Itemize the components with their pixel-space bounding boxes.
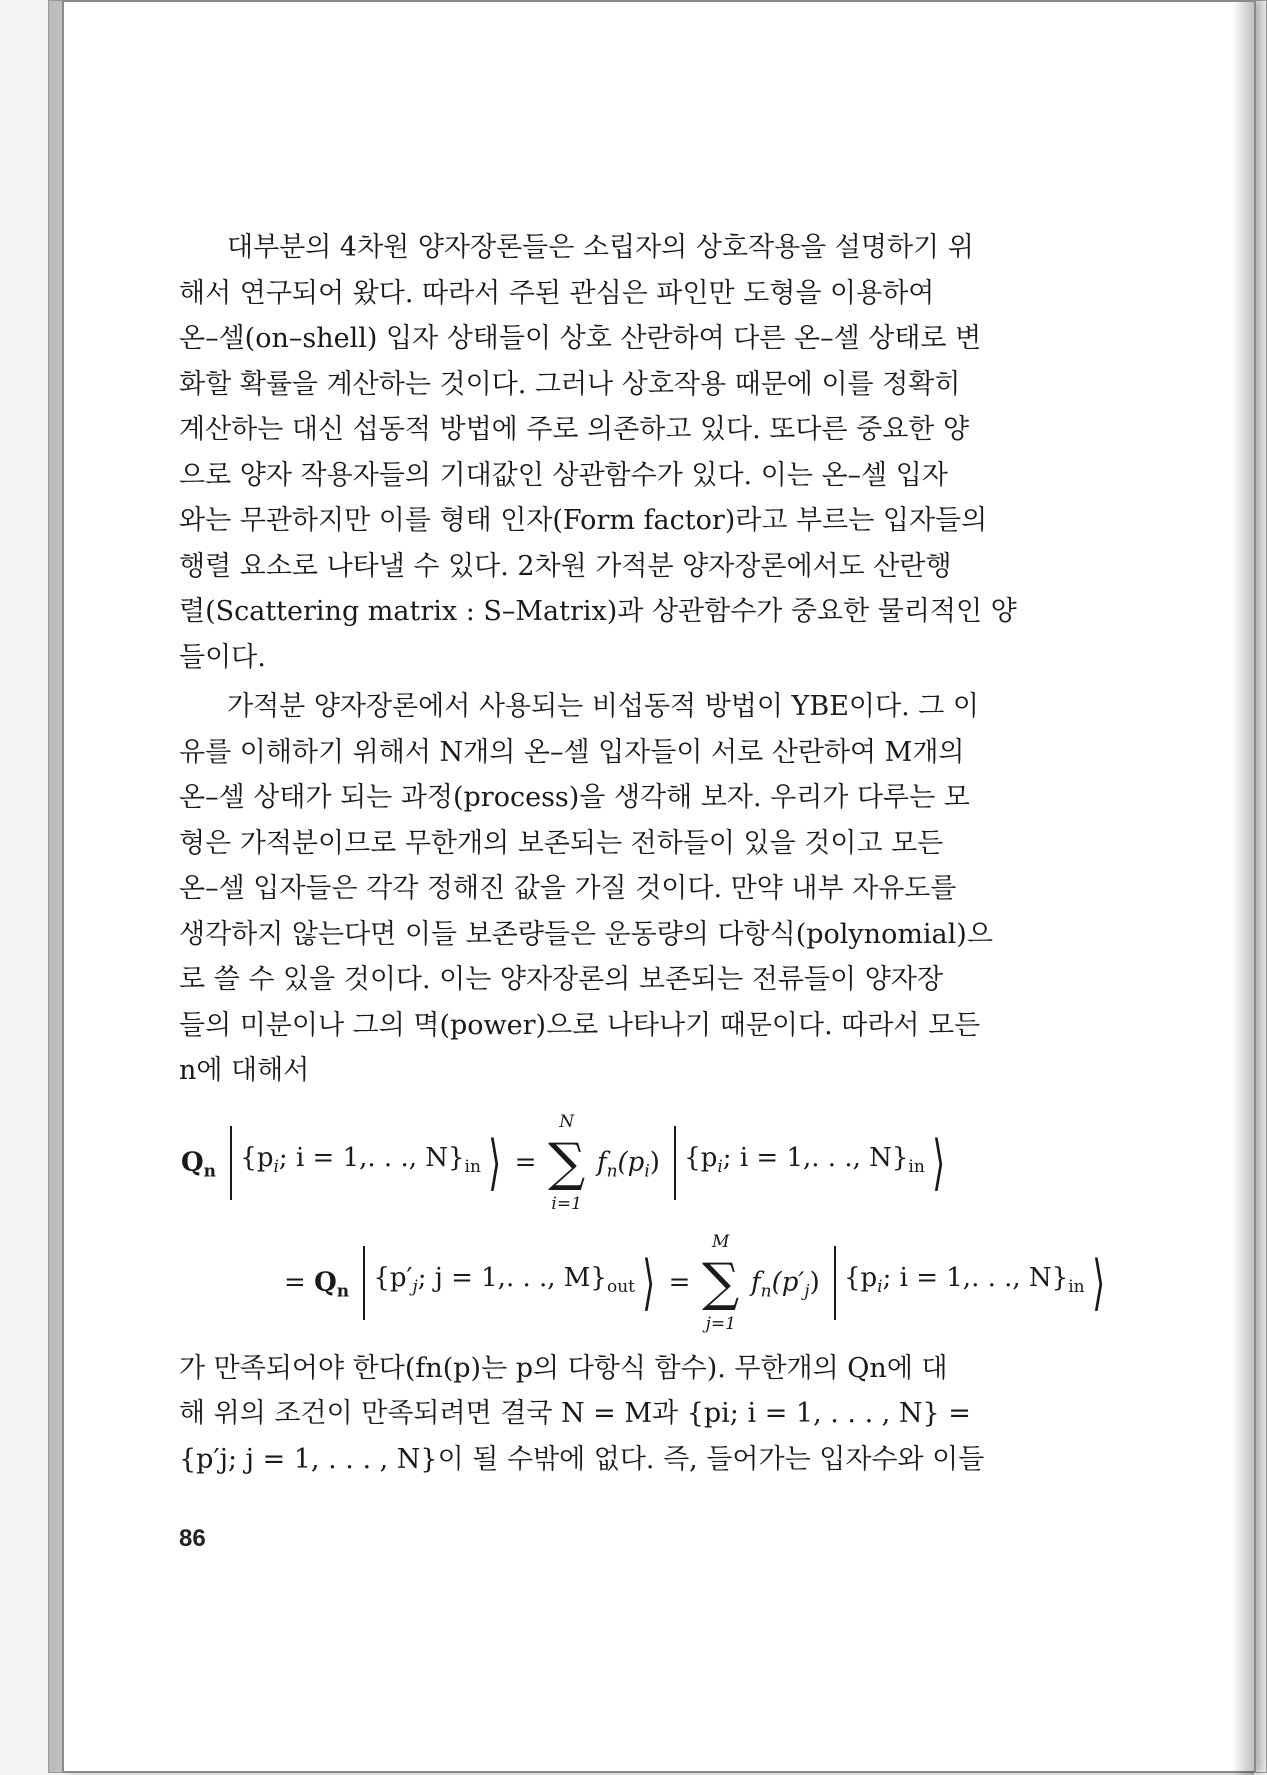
function-argument-subscript: j [804, 1280, 810, 1301]
text-line: 가 만족되어야 한다(fn(p)는 p의 다항식 함수). 무한개의 Qn에 대 [179, 1352, 948, 1384]
text-line: 화할 확률을 계산하는 것이다. 그러나 상호작용 때문에 이를 정확히 [179, 368, 961, 400]
function-argument-close: ) [649, 1146, 660, 1177]
sum-upper-limit: N [559, 1111, 575, 1132]
ket-state [230, 1126, 487, 1201]
text-line: 온–셀 입자들은 각각 정해진 값을 가질 것이다. 만약 내부 자유도를 [179, 873, 957, 904]
text-line: 으로 양자 작용자들의 기대값인 상관함수가 있다. 이는 온–셀 입자 [179, 459, 948, 491]
text-line: 대부분의 4차원 양자장론들은 소립자의 상호작용을 설명하기 위 [227, 232, 974, 263]
text-line: n에 대해서 [179, 1055, 310, 1086]
text-line: 온–셀(on–shell) 입자 상태들이 상호 산란하여 다른 온–셀 상태로 변 [179, 323, 982, 354]
equation-block [179, 1106, 1105, 1336]
ket-subscript: i [273, 1156, 279, 1177]
ket-subscript: i [877, 1276, 883, 1297]
ket-content-rest: ; j = 1,. . ., M} [417, 1262, 607, 1293]
ket-tail-subscript: in [464, 1156, 481, 1177]
text-line: 계산하는 대신 섭동적 방법에 주로 의존하고 있다. 또다른 중요한 양 [179, 414, 970, 445]
function-argument: (p [617, 1146, 645, 1177]
sum-lower-limit: j=1 [705, 1313, 736, 1334]
text-line: 렬(Scattering matrix : S–Matrix)과 상관함수가 중요한 물리적인 양 [179, 596, 1017, 627]
equals-sign: = [514, 1146, 537, 1177]
ket-subscript: i [717, 1156, 723, 1177]
ket-content: {p [684, 1142, 718, 1173]
paragraph-1 [179, 225, 1064, 680]
ket-tail-subscript: in [908, 1156, 925, 1177]
ket-angle: ⟩ [932, 1127, 945, 1198]
sum-lower-limit: i=1 [551, 1193, 582, 1214]
text-line: 형은 가적분이므로 무한개의 보존되는 전하들이 있을 것이고 모든 [179, 827, 944, 859]
charge-operator: Q [181, 1146, 204, 1177]
text-line: 행렬 요소로 나타낼 수 있다. 2차원 가적분 양자장론에서도 산란행 [179, 550, 952, 582]
ket-state [834, 1246, 1091, 1321]
ket-content: {p′ [373, 1262, 413, 1293]
ket-content-rest: ; i = 1,. . ., N} [278, 1142, 465, 1173]
equation-line-2 [284, 1231, 1110, 1334]
function-subscript: n [606, 1160, 618, 1181]
function-argument-subscript: i [644, 1160, 650, 1181]
ket-subscript: j [412, 1276, 418, 1297]
ket-angle: ⟩ [1091, 1247, 1105, 1318]
ket-tail-subscript: out [606, 1276, 635, 1297]
summation-symbol: ∑ N i=1 [545, 1137, 589, 1189]
function-argument-close: ) [809, 1266, 820, 1297]
text-line: 가적분 양자장론에서 사용되는 비섭동적 방법이 YBE이다. 그 이 [227, 691, 980, 722]
paragraph-2 [179, 684, 1064, 1094]
charge-operator: Q [314, 1266, 337, 1297]
ket-content: {p [843, 1262, 878, 1293]
text-line: 생각하지 않는다면 이들 보존량들은 운동량의 다항식(polynomial)으 [179, 918, 993, 950]
ket-content: {p [240, 1142, 274, 1173]
function-f: f [596, 1146, 607, 1177]
text-line: 와는 무관하지만 이를 형태 인자(Form factor)라고 부르는 입자들의 [179, 505, 988, 536]
ket-tail-subscript: in [1068, 1276, 1085, 1297]
ket-state [674, 1126, 931, 1201]
text-line: 들이다. [179, 641, 266, 673]
function-argument: (p′ [771, 1266, 805, 1297]
page-shadow [1232, 2, 1254, 1775]
operator-subscript: n [336, 1280, 350, 1301]
text-line: 온–셀 상태가 되는 과정(process)을 생각해 보자. 우리가 다루는 모 [179, 782, 970, 813]
text-line: 해 위의 조건이 만족되려면 결국 N = M과 {pi; i = 1, . . . , N} = [179, 1398, 971, 1429]
function-subscript: n [760, 1280, 772, 1301]
function-f: f [751, 1266, 761, 1297]
page-body [179, 225, 1105, 1482]
ket-angle: ⟩ [642, 1247, 656, 1318]
text-line: 유를 이해하기 위해서 N개의 온–셀 입자들이 서로 산란하여 M개의 [179, 736, 965, 768]
ket-state [363, 1246, 641, 1321]
summation-symbol: ∑ M j=1 [699, 1257, 743, 1309]
sum-upper-limit: M [712, 1231, 730, 1252]
equals-sign: = [284, 1266, 306, 1297]
paragraph-3 [179, 1346, 1064, 1483]
ket-content-rest: ; i = 1,. . ., N} [722, 1142, 909, 1173]
ket-content-rest: ; i = 1,. . ., N} [882, 1262, 1069, 1293]
text-line: 들의 미분이나 그의 멱(power)으로 나타나기 때문이다. 따라서 모든 [179, 1009, 981, 1041]
page-number: 86 [179, 1525, 206, 1552]
text-line: 해서 연구되어 왔다. 따라서 주된 관심은 파인만 도형을 이용하여 [179, 277, 935, 309]
operator-subscript: n [203, 1160, 217, 1181]
equals-sign: = [668, 1266, 691, 1297]
text-line: {p′j; j = 1, . . . , N}이 될 수밖에 없다. 즉, 들어가는 입자수와 이들 [179, 1443, 985, 1475]
ket-angle: ⟩ [488, 1127, 502, 1198]
text-line: 로 쓸 수 있을 것이다. 이는 양자장론의 보존되는 전류들이 양자장 [179, 964, 943, 995]
equation-line-1 [181, 1111, 950, 1214]
